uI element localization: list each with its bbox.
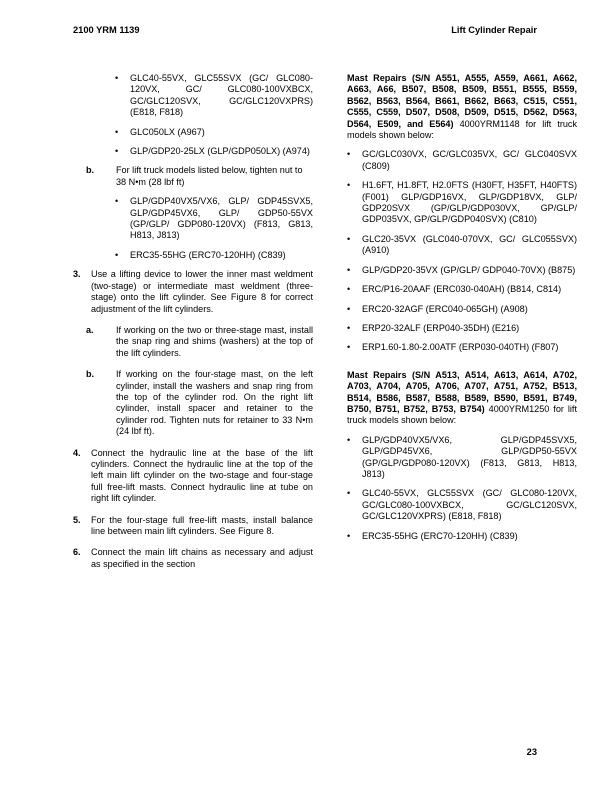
step-b [86,165,313,188]
list-item: • ERC/P16-20AAF (ERC030-040AH) (B814, C814) [362,284,577,295]
step-3a [86,325,313,359]
list-item: • H1.6FT, H1.8FT, H2.0FTS (H30FT, H35FT, H40FTS) (F001) GLP/GDP16VX, GLP/GDP18VX, GLP/ GDP20SVX (GP/GLP/GDP030VX, GP/GLP/ GDP035VX, GP/GLP/GDP040SVX) (C810) [362,180,577,226]
step-label: b. [86,369,95,380]
step-6 [73,547,313,570]
step-text: If working on the four-stage mast, on the left cylinder, install the washers and snap ring from the top of the cylinder rod. On the right lift cylinder, install spacer and retainer to the cylinder rod. Tighten nuts for retainer to 33 N•m (24 lbf ft). [116,369,313,437]
list-item: • ERC20-32AGF (ERC040-065GH) (A908) [362,304,577,315]
section-heading: Mast Repairs (S/N A513, A514, A613, A614, A702, A703, A704, A705, A706, A707, A751, A752, B513, B514, B586, B587, B588, B589, B590, B591, B749, B750, B751, B752, B753, B754) [347,369,577,414]
section-2-intro [347,370,577,427]
step-label: b. [86,165,95,176]
step-text: Use a lifting device to lower the inner mast weldment (two-stage) or intermediate mast weldment (three-stage) onto the lift cylinder. See Figure 8 for correct adjustment of the lift cylinders. [91,269,313,314]
header-doc-code: 2100 YRM 1139 [73,25,140,35]
step-b-bullet-list [73,196,313,261]
step-4 [73,448,313,505]
list-item: • GLP/GDP40VX5/VX6, GLP/GDP45SVX5, GLP/GDP45VX6, GLP/GDP50-55VX (GP/GLP/GDP080-120VX) (F813, G813, H813, J813) [362,435,577,481]
section-intro-text: 4000YRM1148 for lift truck models shown below: [347,118,578,141]
header-section-title: Lift Cylinder Repair [451,25,537,35]
list-item: • GLC40-55VX, GLC55SVX (GC/ GLC080-120VX, GC/ GLC080-100VXBCX, GC/GLC120SVX, GC/GLC120VXPRS) (E818, F818) [130,73,313,119]
step-text: For lift truck models listed below, tighten nut to 38 N•m (28 lbf ft) [116,165,303,187]
step-label: 5. [73,514,81,525]
step-label: 4. [73,447,81,458]
step-3b [86,369,313,437]
right-column [347,73,577,550]
list-item: • ERP1.60-1.80-2.00ATF (ERP030-040TH) (F807) [362,342,577,353]
step-text: Connect the main lift chains as necessary and adjust as specified in the section [91,547,313,569]
list-item: • GLC050LX (A967) [130,127,313,138]
section-heading: Mast Repairs (S/N A551, A555, A559, A661, A662, A663, A66, B507, B508, B509, B551, B555, B559, B562, B563, B564, B661, B662, B663, C515, C551, C555, C559, D507, D508, D509, D515, D562, D563, D564, E509, and E564) [347,73,577,129]
list-item: • ERP20-32ALF (ERP040-35DH) (E216) [362,323,577,334]
list-item: • GLC20-35VX (GLC040-070VX, GC/ GLC055SVX) (A910) [362,234,577,257]
step-text: For the four-stage full free-lift masts, install balance line between main lift cylinders. See Figure 8. [91,514,313,536]
step-5 [73,515,313,538]
step-label: 3. [73,269,81,280]
list-item: • ERC35-55HG (ERC70-120HH) (C839) [362,531,577,542]
step-3 [73,269,313,315]
list-item: • GLP/GDP20-35VX (GP/GLP/ GDP040-70VX) (B875) [362,265,577,276]
section-2-bullet-list [347,435,577,542]
top-bullet-list [73,73,313,157]
list-item: • GLP/GDP20-25LX (GLP/GDP050LX) (A974) [130,146,313,157]
step-label: 6. [73,547,81,558]
left-column [73,73,313,580]
step-text: If working on the two or three-stage mast, install the snap ring and shims (washers) at the top of the lift cylinders. [116,324,313,358]
list-item: • GLC40-55VX, GLC55SVX (GC/ GLC080-120VX, GC/GLC080-100VXBCX, GC/GLC120SVX, GC/GLC120VXPRS) (E818, F818) [362,488,577,522]
list-item: • GC/GLC030VX, GC/GLC035VX, GC/ GLC040SVX (C809) [362,149,577,172]
section-intro-text: 4000YRM1250 for lift truck models shown below: [347,403,577,426]
list-item: • GLP/GDP40VX5/VX6, GLP/ GDP45SVX5, GLP/GDP45VX6, GLP/ GDP50-55VX (GP/GLP/ GDP080-120VX) (F813, G813, H813, J813) [130,196,313,242]
list-item: • ERC35-55HG (ERC70-120HH) (C839) [130,250,313,261]
page-number: 23 [526,747,537,757]
step-text: Connect the hydraulic line at the base of the lift cylinders. Connect the hydraulic line at the top of the left main lift cylinder on the two-stage and four-stage full free-lift masts. Connect hydraulic line at tube on right lift cylinder. [91,447,313,504]
section-1-intro [347,73,577,141]
step-label: a. [86,324,94,335]
section-1-bullet-list [347,149,577,353]
